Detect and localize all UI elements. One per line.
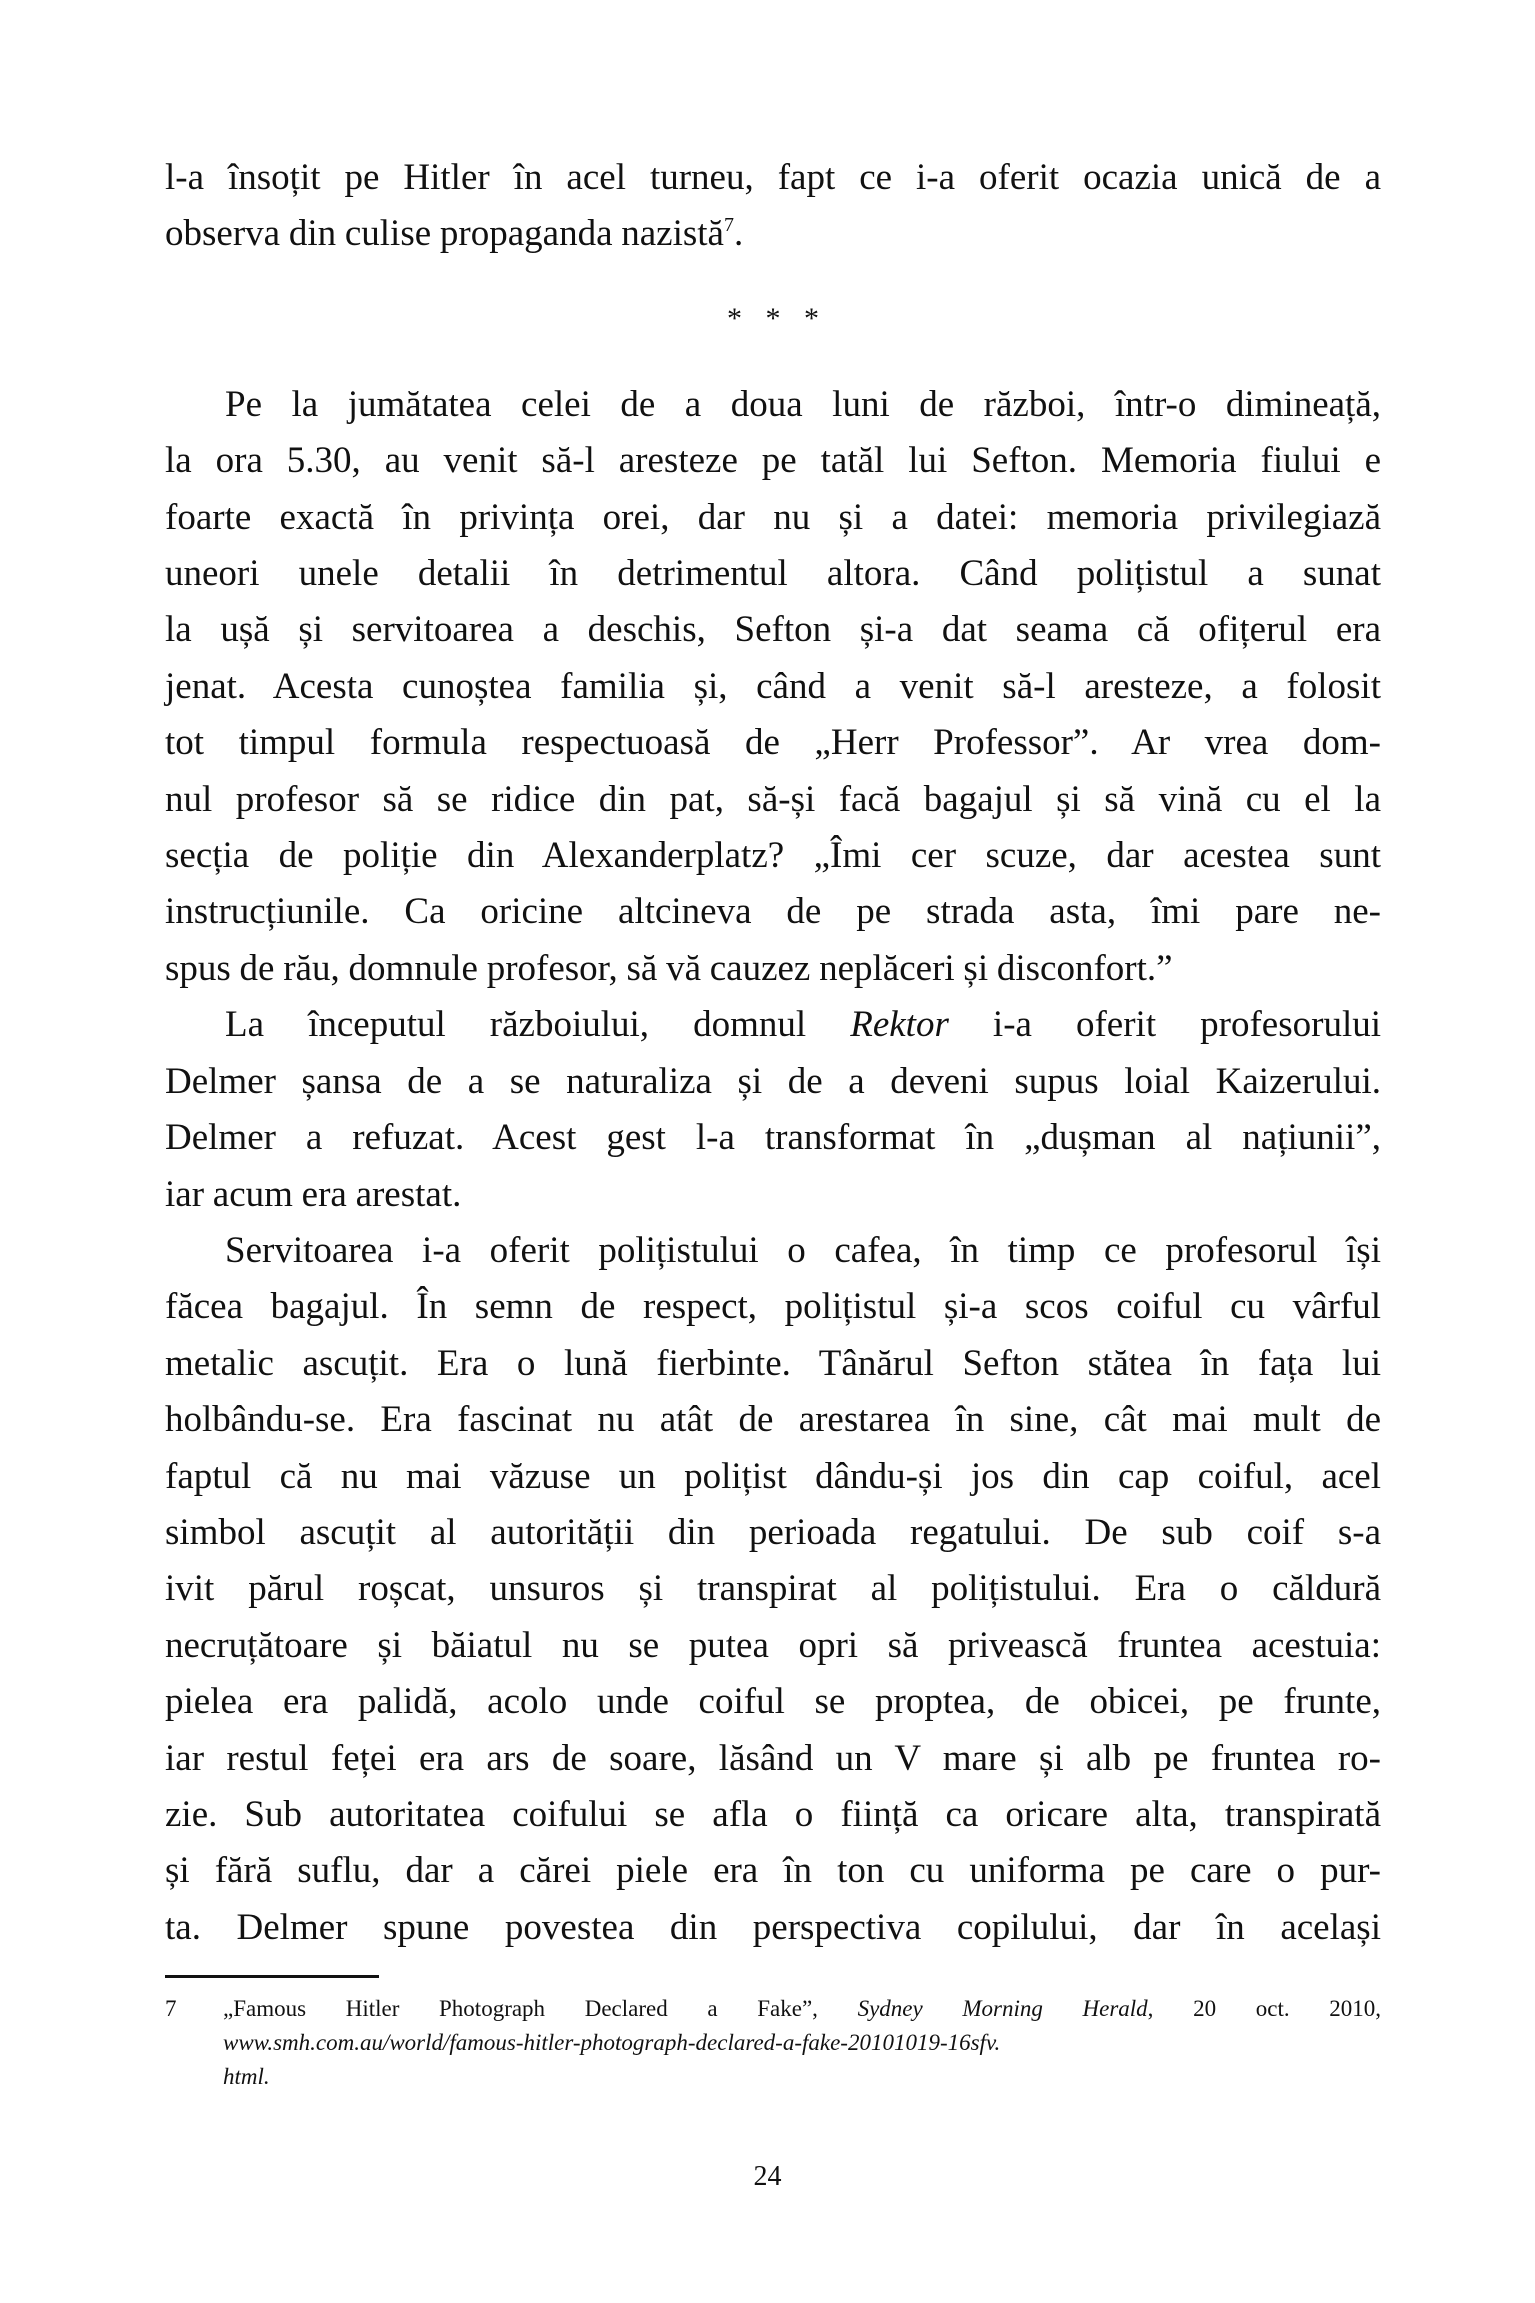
text-line: făcea bagajul. În semn de respect, polițistul și-a scos coiful cu vârful [165, 1286, 1381, 1328]
footnotes-section [165, 1975, 1381, 2094]
text-line: la ușă și servitoarea a deschis, Sefton și-a dat seama că ofițerul era [165, 609, 1381, 651]
text-line: zie. Sub autoritatea coifului se afla o ființă ca oricare alta, transpirată [165, 1793, 1381, 1835]
paragraph-continuation [165, 150, 1381, 263]
footnote-7 [165, 1992, 1381, 2094]
page-number: 24 [753, 2161, 782, 2192]
text-line: pielea era palidă, acolo unde coiful se proptea, de obicei, pe frunte, [165, 1681, 1381, 1723]
text-line: iar restul feței era ars de soare, lăsând un V mare și alb pe fruntea ro- [165, 1737, 1381, 1779]
text-line: observa din culise propaganda nazistă$^7$. [165, 213, 744, 255]
text-line: jenat. Acesta cunoștea familia și, când a venit să-l aresteze, a folosit [165, 665, 1381, 707]
text-line: Pe la jumătatea celei de a doua luni de război, într-o dimineață, [225, 383, 1381, 425]
paragraph [165, 997, 1381, 1223]
text-line: simbol ascuțit al autorității din perioada regatului. De sub coif s-a [165, 1511, 1381, 1553]
text-line: l-a însoțit pe Hitler în acel turneu, fapt ce i-a oferit ocazia unică de a [165, 157, 1381, 198]
text-line: spus de rău, domnule profesor, să vă cauzez neplăceri și disconfort.” [165, 947, 1173, 989]
footnote-separator-rule [165, 1975, 379, 1978]
footnote-text [223, 1992, 1381, 2094]
text-line: La începutul războiului, domnul Rektor i-a oferit profesorului [225, 1004, 1381, 1046]
text-line: ta. Delmer spune povestea din perspectiva copilului, dar în același [165, 1906, 1381, 1948]
footnote-url[interactable]: www.smh.com.au/world/famous-hitler-photograph-declared-a-fake-20101019-16sfv. [223, 2030, 1001, 2055]
text-line: Servitoarea i-a oferit polițistului o cafea, în timp ce profesorul își [225, 1229, 1381, 1271]
text-line: necruțătoare și băiatul nu se putea opri să privească fruntea acestuia: [165, 1624, 1381, 1666]
italic-term: Rektor [850, 1004, 949, 1046]
paragraph [165, 377, 1381, 997]
footnote-reference[interactable]: 7 [723, 214, 734, 237]
text-line: holbându-se. Era fascinat nu atât de arestarea în sine, cât mai mult de [165, 1399, 1381, 1441]
text-line: Delmer șansa de a se naturaliza și de a deveni supus loial Kaizerului. [165, 1060, 1381, 1102]
text-line: faptul că nu mai văzuse un polițist dându-și jos din cap coiful, acel [165, 1455, 1381, 1497]
text-line: metalic ascuțit. Era o lună fierbinte. Tânărul Sefton stătea în fața lui [165, 1342, 1381, 1384]
text-line: tot timpul formula respectuoasă de „Herr Professor”. Ar vrea dom- [165, 722, 1381, 764]
paragraph [165, 1223, 1381, 1956]
page-body [165, 150, 1381, 1956]
text-line: la ora 5.30, au venit să-l aresteze pe tatăl lui Sefton. Memoria fiului e [165, 440, 1381, 482]
footnote-url-line[interactable] [223, 2060, 1381, 2094]
text-line: uneori unele detalii în detrimentul altora. Când polițistul a sunat [165, 553, 1381, 595]
text-line: nul profesor să se ridice din pat, să-și facă bagajul și să vină cu el la [165, 778, 1381, 820]
text-line: iar acum era arestat. [165, 1173, 462, 1215]
text-line: Delmer a refuzat. Acest gest l-a transformat în „dușman al națiunii”, [165, 1117, 1381, 1159]
scene-break-asterisks: * * * [727, 301, 827, 335]
text-line: și fără suflu, dar a cărei piele era în ton cu uniforma pe care o pur- [165, 1850, 1381, 1892]
footnote-url-line[interactable] [223, 2026, 1381, 2060]
publication-title: Sydney Morning Herald [857, 1996, 1148, 2021]
footnote-line: „Famous Hitler Photograph Declared a Fake”, Sydney Morning Herald, 20 oct. 2010, [223, 1996, 1381, 2021]
text-line: foarte exactă în privința orei, dar nu și a datei: memoria privilegiază [165, 496, 1381, 538]
footnote-url-end[interactable]: html. [223, 2064, 270, 2089]
text-line: instrucțiunile. Ca oricine altcineva de pe strada asta, îmi pare ne- [165, 891, 1381, 933]
footnote-number: 7 [165, 1996, 177, 2021]
text-line: ivit părul roșcat, unsuros și transpirat al polițistului. Era o căldură [165, 1568, 1381, 1610]
text-line: secția de poliție din Alexanderplatz? „Îmi cer scuze, dar acestea sunt [165, 835, 1381, 877]
